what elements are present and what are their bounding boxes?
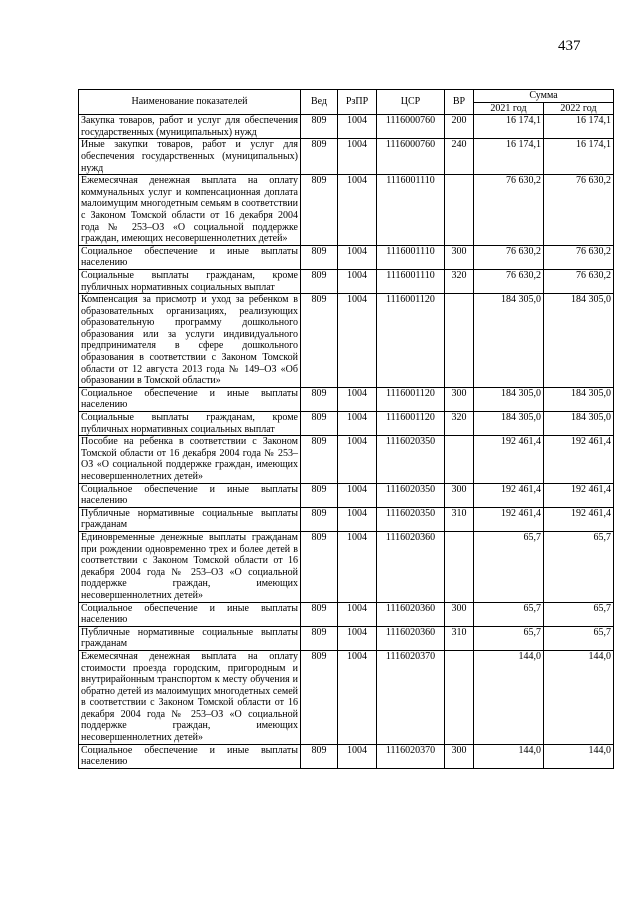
- row-vr: 240: [445, 139, 474, 175]
- row-rzpr: 1004: [338, 139, 377, 175]
- page-number: 437: [558, 38, 581, 54]
- row-vr: 300: [445, 602, 474, 626]
- row-ved: 809: [301, 602, 338, 626]
- table-row: [79, 294, 614, 388]
- row-sum-2022: 144,0: [544, 744, 614, 768]
- header-csr: ЦСР: [377, 90, 445, 115]
- row-name: Социальное обеспечение и иные выплаты населению: [79, 744, 301, 768]
- row-sum-2021: 16 174,1: [474, 115, 544, 139]
- row-sum-2021: 16 174,1: [474, 139, 544, 175]
- row-vr: 300: [445, 483, 474, 507]
- budget-table: [78, 89, 614, 769]
- row-sum-2022: 76 630,2: [544, 175, 614, 246]
- row-sum-2021: 65,7: [474, 531, 544, 602]
- row-rzpr: 1004: [338, 436, 377, 483]
- row-vr: 200: [445, 115, 474, 139]
- header-year-2022: 2022 год: [544, 102, 614, 115]
- row-csr: 1116001110: [377, 245, 445, 269]
- row-vr: 320: [445, 412, 474, 436]
- row-sum-2021: 184 305,0: [474, 294, 544, 388]
- row-ved: 809: [301, 175, 338, 246]
- row-csr: 1116020350: [377, 483, 445, 507]
- table-row: [79, 650, 614, 744]
- row-ved: 809: [301, 650, 338, 744]
- row-name: Компенсация за присмотр и уход за ребенком в образовательных организациях, реализующих образовательную программу дошкольного образования или за услуги индивидуального предпринимателя в сфере дошкольного образования в соответствии с Законом Томской области от 12 августа 2013 года № 149–ОЗ «Об образовании в Томской области»: [79, 294, 301, 388]
- row-sum-2021: 65,7: [474, 602, 544, 626]
- row-rzpr: 1004: [338, 507, 377, 531]
- row-ved: 809: [301, 245, 338, 269]
- row-csr: 1116001110: [377, 269, 445, 293]
- row-sum-2022: 76 630,2: [544, 269, 614, 293]
- row-vr: [445, 175, 474, 246]
- row-name: Закупка товаров, работ и услуг для обеспечения государственных (муниципальных) нужд: [79, 115, 301, 139]
- row-vr: [445, 436, 474, 483]
- row-ved: 809: [301, 744, 338, 768]
- header-name: Наименование показателей: [79, 90, 301, 115]
- row-ved: 809: [301, 626, 338, 650]
- row-ved: 809: [301, 269, 338, 293]
- row-sum-2022: 184 305,0: [544, 294, 614, 388]
- row-sum-2022: 65,7: [544, 626, 614, 650]
- table-row: [79, 245, 614, 269]
- table-row: [79, 744, 614, 768]
- row-sum-2021: 144,0: [474, 650, 544, 744]
- row-rzpr: 1004: [338, 175, 377, 246]
- row-name: Пособие на ребенка в соответствии с Законом Томской области от 16 декабря 2004 года № 253–ОЗ «О социальной поддержке граждан, имеющих несовершеннолетних детей»: [79, 436, 301, 483]
- row-sum-2022: 192 461,4: [544, 436, 614, 483]
- row-vr: 300: [445, 744, 474, 768]
- table-row: [79, 602, 614, 626]
- row-rzpr: 1004: [338, 650, 377, 744]
- row-sum-2022: 192 461,4: [544, 507, 614, 531]
- row-csr: 1116020370: [377, 650, 445, 744]
- row-sum-2021: 76 630,2: [474, 245, 544, 269]
- row-csr: 1116020370: [377, 744, 445, 768]
- table-row: [79, 115, 614, 139]
- row-vr: 320: [445, 269, 474, 293]
- row-csr: 1116001110: [377, 175, 445, 246]
- row-sum-2021: 144,0: [474, 744, 544, 768]
- table-row: [79, 139, 614, 175]
- row-ved: 809: [301, 387, 338, 411]
- row-rzpr: 1004: [338, 531, 377, 602]
- table-row: [79, 412, 614, 436]
- row-rzpr: 1004: [338, 245, 377, 269]
- row-csr: 1116020360: [377, 602, 445, 626]
- header-sum: Сумма: [474, 90, 614, 103]
- row-vr: 300: [445, 245, 474, 269]
- row-csr: 1116020360: [377, 626, 445, 650]
- row-sum-2021: 65,7: [474, 626, 544, 650]
- table-row: [79, 387, 614, 411]
- row-sum-2022: 184 305,0: [544, 412, 614, 436]
- row-sum-2021: 192 461,4: [474, 483, 544, 507]
- row-csr: 1116020350: [377, 436, 445, 483]
- row-sum-2022: 16 174,1: [544, 115, 614, 139]
- row-sum-2022: 192 461,4: [544, 483, 614, 507]
- table-row: [79, 269, 614, 293]
- row-ved: 809: [301, 139, 338, 175]
- row-name: Социальные выплаты гражданам, кроме публичных нормативных социальных выплат: [79, 412, 301, 436]
- row-csr: 1116000760: [377, 139, 445, 175]
- row-ved: 809: [301, 483, 338, 507]
- row-name: Публичные нормативные социальные выплаты гражданам: [79, 507, 301, 531]
- row-sum-2022: 76 630,2: [544, 245, 614, 269]
- table-row: [79, 483, 614, 507]
- row-name: Социальное обеспечение и иные выплаты населению: [79, 483, 301, 507]
- table-body: [79, 115, 614, 769]
- row-vr: [445, 294, 474, 388]
- header-rzpr: РзПР: [338, 90, 377, 115]
- row-sum-2021: 76 630,2: [474, 269, 544, 293]
- row-sum-2021: 192 461,4: [474, 436, 544, 483]
- row-sum-2022: 16 174,1: [544, 139, 614, 175]
- row-csr: 1116020350: [377, 507, 445, 531]
- row-sum-2021: 184 305,0: [474, 387, 544, 411]
- row-name: Публичные нормативные социальные выплаты гражданам: [79, 626, 301, 650]
- row-name: Социальное обеспечение и иные выплаты населению: [79, 387, 301, 411]
- table-row: [79, 436, 614, 483]
- row-name: Социальное обеспечение и иные выплаты населению: [79, 602, 301, 626]
- row-vr: [445, 650, 474, 744]
- row-name: Единовременные денежные выплаты гражданам при рождении одновременно трех и более детей в соответствии с Законом Томской области от 16 декабря 2004 года № 253–ОЗ «О социальной поддержке граждан, имеющих несовершеннолетних детей»: [79, 531, 301, 602]
- table-row: [79, 507, 614, 531]
- row-name: Социальное обеспечение и иные выплаты населению: [79, 245, 301, 269]
- row-vr: 300: [445, 387, 474, 411]
- row-rzpr: 1004: [338, 412, 377, 436]
- row-ved: 809: [301, 294, 338, 388]
- row-vr: 310: [445, 507, 474, 531]
- row-ved: 809: [301, 531, 338, 602]
- row-sum-2021: 76 630,2: [474, 175, 544, 246]
- table-row: [79, 175, 614, 246]
- row-ved: 809: [301, 507, 338, 531]
- row-ved: 809: [301, 115, 338, 139]
- row-csr: 1116001120: [377, 387, 445, 411]
- row-csr: 1116001120: [377, 412, 445, 436]
- row-rzpr: 1004: [338, 387, 377, 411]
- row-vr: 310: [445, 626, 474, 650]
- row-sum-2022: 65,7: [544, 531, 614, 602]
- row-name: Ежемесячная денежная выплата на оплату коммунальных услуг и компенсационная доплата малоимущим многодетным семьям в соответствии с Законом Томской области от 16 декабря 2004 года № 253–ОЗ «О социальной поддержке граждан, имеющих несовершеннолетних детей»: [79, 175, 301, 246]
- row-rzpr: 1004: [338, 744, 377, 768]
- header-vr: ВР: [445, 90, 474, 115]
- row-sum-2022: 144,0: [544, 650, 614, 744]
- row-ved: 809: [301, 436, 338, 483]
- row-name: Иные закупки товаров, работ и услуг для обеспечения государственных (муниципальных) нужд: [79, 139, 301, 175]
- row-csr: 1116020360: [377, 531, 445, 602]
- row-rzpr: 1004: [338, 294, 377, 388]
- row-sum-2022: 184 305,0: [544, 387, 614, 411]
- row-name: Ежемесячная денежная выплата на оплату стоимости проезда городским, пригородным и внутрирайонным транспортом к месту обучения и обратно детей из малоимущих многодетных семей в соответствии с Законом Томской области от 16 декабря 2004 года № 253–ОЗ «О социальной поддержке граждан, имеющих несовершеннолетних детей»: [79, 650, 301, 744]
- row-csr: 1116001120: [377, 294, 445, 388]
- row-sum-2021: 184 305,0: [474, 412, 544, 436]
- row-name: Социальные выплаты гражданам, кроме публичных нормативных социальных выплат: [79, 269, 301, 293]
- row-csr: 1116000760: [377, 115, 445, 139]
- row-rzpr: 1004: [338, 626, 377, 650]
- row-vr: [445, 531, 474, 602]
- table-row: [79, 626, 614, 650]
- row-rzpr: 1004: [338, 269, 377, 293]
- row-rzpr: 1004: [338, 602, 377, 626]
- row-sum-2021: 192 461,4: [474, 507, 544, 531]
- table-row: [79, 531, 614, 602]
- row-ved: 809: [301, 412, 338, 436]
- row-rzpr: 1004: [338, 483, 377, 507]
- row-rzpr: 1004: [338, 115, 377, 139]
- header-year-2021: 2021 год: [474, 102, 544, 115]
- row-sum-2022: 65,7: [544, 602, 614, 626]
- table-header: [79, 90, 614, 115]
- header-ved: Вед: [301, 90, 338, 115]
